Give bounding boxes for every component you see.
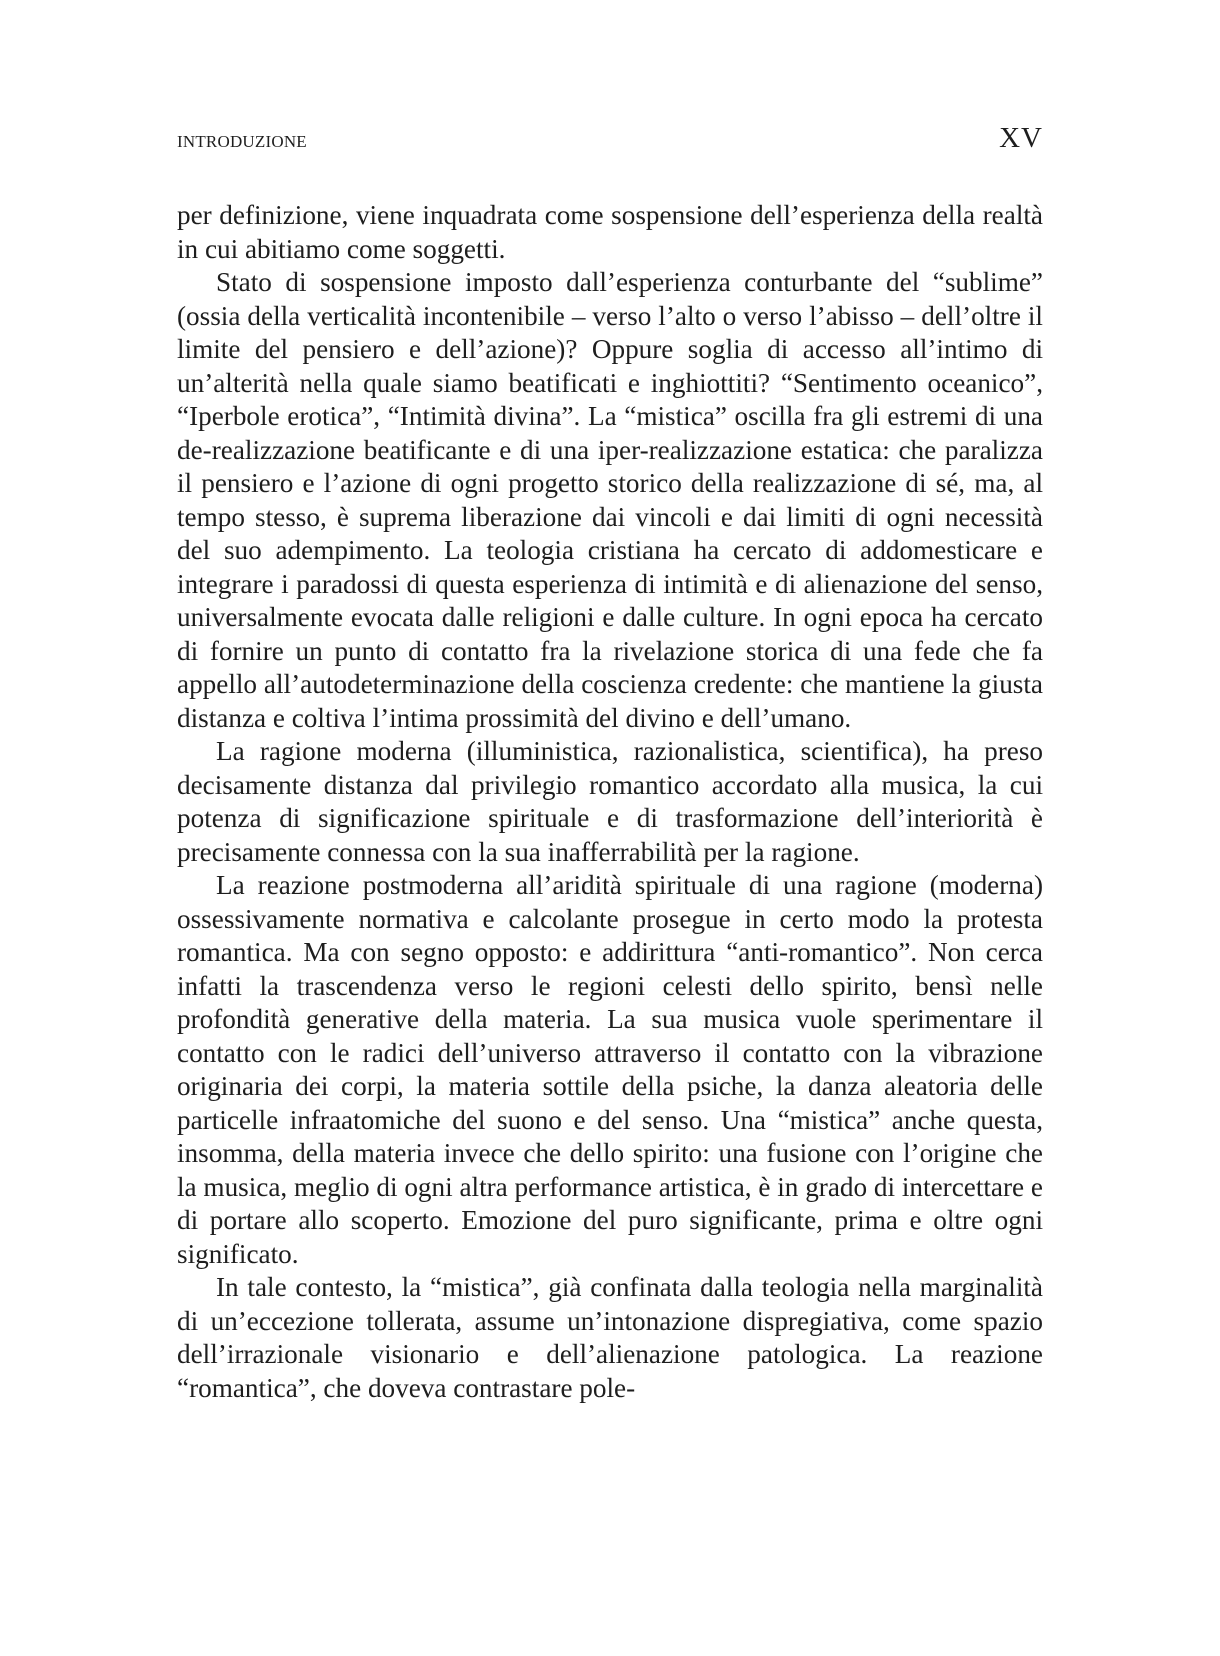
paragraph-continued: per definizione, viene inquadrata come sospensione dell’esperienza della realtà in cui abitiamo come soggetti. xyxy=(177,200,1043,264)
page-number: XV xyxy=(999,122,1043,154)
body-text xyxy=(177,199,1043,1405)
running-head xyxy=(177,122,1043,162)
paragraph: La ragione moderna (illuministica, razionalistica, scientifica), ha preso decisamente distanza dal privilegio romantico accordato alla musica, la cui potenza di significazione spirituale e di trasformazione dell’interiorità è precisamente connessa con la sua inafferrabilità per la ragione. xyxy=(177,736,1043,867)
paragraph: In tale contesto, la “mistica”, già confinata dalla teologia nella marginalità di un’eccezione tollerata, assume un’intonazione dispregiativa, come spazio dell’irrazionale visionario e dell’alienazione patologica. La reazione “romantica”, che doveva contrastare pole- xyxy=(177,1272,1043,1403)
running-title: INTRODUZIONE xyxy=(177,132,307,151)
paragraph: La reazione postmoderna all’aridità spirituale di una ragione (moderna) ossessivamente normativa e calcolante prosegue in certo modo la protesta romantica. Ma con segno opposto: e addirittura “anti-romantico”. Non cerca infatti la trascendenza verso le regioni celesti dello spirito, bensì nelle profondità generative della materia. La sua musica vuole sperimentare il contatto con le radici dell’universo attraverso il contatto con la vibrazione originaria dei corpi, la materia sottile della psiche, la danza aleatoria delle particelle infraatomiche del suono e del senso. Una “mistica” anche questa, insomma, della materia invece che dello spirito: una fusione con l’origine che la musica, meglio di ogni altra performance artistica, è in grado di intercettare e di portare allo scoperto. Emozione del puro significante, prima e oltre ogni significato. xyxy=(177,870,1043,1269)
paragraph: Stato di sospensione imposto dall’esperienza conturbante del “sublime” (ossia della verticalità incontenibile – verso l’alto o verso l’abisso – dell’oltre il limite del pensiero e dell’azione)? Oppure soglia di accesso all’intimo di un’alterità nella quale siamo beatificati e inghiottiti? “Sentimento oceanico”, “Iperbole erotica”, “Intimità divina”. La “mistica” oscilla fra gli estremi di una de-realizzazione beatificante e di una iper-realizzazione estatica: che paralizza il pensiero e l’azione di ogni progetto storico della realizzazione di sé, ma, al tempo stesso, è suprema liberazione dai vincoli e dai limiti di ogni necessità del suo adempimento. La teologia cristiana ha cercato di addomesticare e integrare i paradossi di questa esperienza di intimità e di alienazione del senso, universalmente evocata dalle religioni e dalle culture. In ogni epoca ha cercato di fornire un punto di contatto fra la rivelazione storica di una fede che fa appello all’autodeterminazione della coscienza credente: che mantiene la giusta distanza e coltiva l’intima prossimità del divino e dell’umano. xyxy=(177,267,1043,733)
